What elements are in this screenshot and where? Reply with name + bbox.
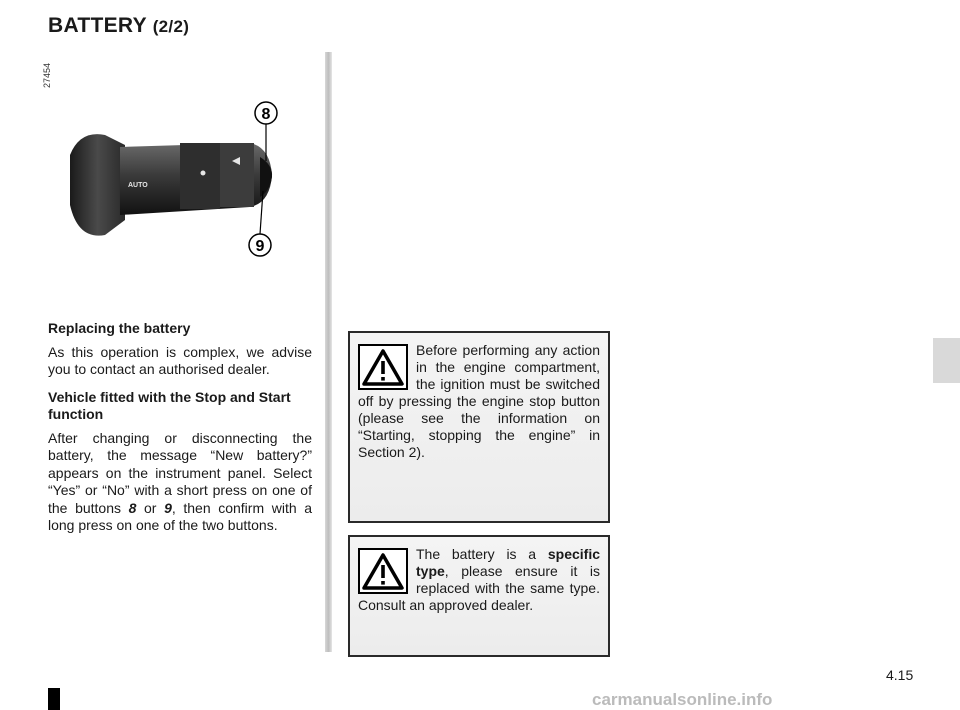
warning-battery-text-a: The battery is a (416, 546, 548, 562)
title-suffix: (2/2) (152, 17, 190, 36)
stop-start-heading: Vehicle fitted with the Stop and Start function (48, 388, 291, 422)
column-divider (325, 52, 332, 652)
page-number: 4.15 (886, 667, 914, 683)
stop-start-text-a: After changing or disconnecting the battery, the message “New battery?” appears on the instrument panel. Select “Yes” or “No” with a short press on one of the buttons (48, 429, 312, 516)
left-column (48, 320, 312, 545)
callout-9-label: 9 (255, 238, 265, 255)
stalk-boot (70, 134, 125, 235)
figure-id: 27454 (42, 62, 52, 88)
section-tab (933, 338, 960, 383)
warning-box-engine (348, 331, 610, 523)
warning-triangle-icon (358, 548, 408, 594)
corner-mark (48, 688, 60, 710)
replacing-battery-text: As this operation is complex, we advise you to contact an authorised dealer. (48, 343, 312, 377)
stalk-end-cap (260, 157, 272, 197)
warning-battery-bold: specific type (416, 546, 600, 579)
page-title (48, 14, 189, 38)
stalk-ring-1 (180, 143, 220, 209)
warning-engine-text: Before performing any action in the engine compartment, the ignition must be switched off by pressing the engine stop button (please see the information on “Starting, stopping the engine” in Section 2). (358, 342, 600, 460)
or-text: or (136, 499, 165, 516)
warning-triangle-icon (358, 344, 408, 390)
button-8-ref: 8 (128, 499, 137, 516)
stop-start-text (48, 430, 312, 535)
wiper-stalk-figure (60, 95, 290, 265)
lever-dot (201, 171, 206, 176)
lever-auto-text: AUTO (128, 182, 148, 189)
stalk-ring-2 (220, 143, 254, 207)
watermark: carmanualsonline.info (592, 690, 773, 709)
warning-box-battery-type (348, 535, 610, 657)
stop-start-text-b: , then confirm with a long press on one of the two buttons. (48, 499, 313, 533)
callout-8-label: 8 (261, 106, 271, 123)
title-text: BATTERY (48, 14, 147, 37)
replacing-battery-heading: Replacing the battery (48, 320, 191, 336)
button-9-ref: 9 (164, 499, 172, 516)
warning-battery-text-b: , please ensure it is replaced with the same type. Consult an approved dealer. (358, 563, 600, 613)
